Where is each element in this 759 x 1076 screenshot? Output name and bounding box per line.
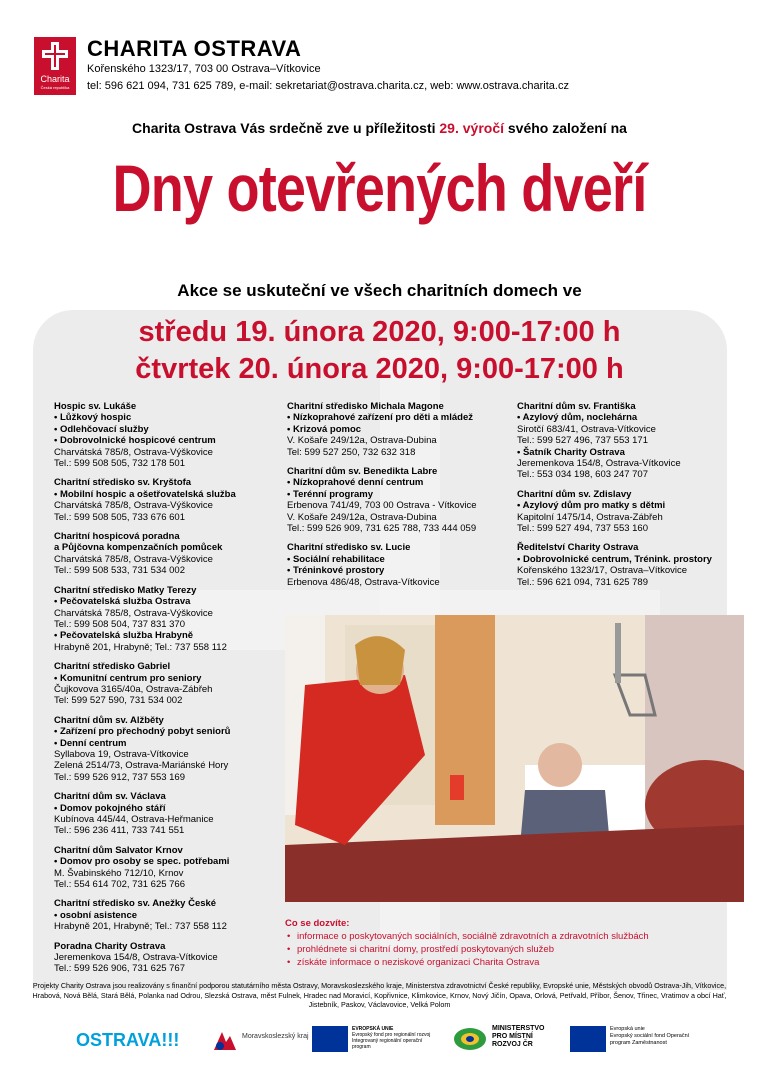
facility-name: Charitní dům sv. Benedikta Labre — [287, 466, 438, 478]
service-item: • osobní asistence — [54, 910, 282, 921]
service-item: • Domov pokojného stáří — [54, 803, 282, 814]
facility-name: Poradna Charity Ostrava — [54, 940, 166, 952]
msk-logo-text: Moravskoslezský kraj — [242, 1033, 309, 1040]
logo-subtext: Česká republika — [40, 85, 70, 90]
service-item: • Denní centrum — [54, 738, 282, 749]
facility-name: Charitní dům sv. Františka — [517, 401, 636, 412]
service-item: • Azylový dům pro matky s dětmi — [517, 500, 739, 511]
facility-block — [517, 489, 739, 535]
service-item: • Lůžkový hospic — [54, 412, 282, 423]
facility-name-cont: a Půjčovna kompenzačních pomůcek — [54, 542, 223, 554]
facility-block — [54, 477, 282, 523]
facility-detail: Hrabyně 201, Hrabyně; Tel.: 737 558 112 — [54, 921, 227, 933]
learn-item: • prohlédnete si charitní domy, prostředí poskytovaných služeb — [285, 943, 649, 956]
facility-block — [54, 531, 282, 577]
org-address: Kořenského 1323/17, 703 00 Ostrava–Vítkovice — [87, 63, 321, 75]
facility-detail: Kubínova 445/44, Ostrava-Heřmanice — [54, 814, 214, 825]
eu-fund-2-sub: Evropský sociální fond Operační program Zaměstnanost — [610, 1033, 690, 1046]
service-item: • Odlehčovací služby — [54, 424, 282, 435]
logo-text: Charita — [40, 74, 70, 84]
facility-detail: Tel.: 599 527 496, 737 553 171 — [517, 435, 649, 447]
facility-block — [54, 845, 282, 891]
facility-detail: Jeremenkova 154/8, Ostrava-Vítkovice — [54, 952, 218, 964]
facility-detail: Zelená 2514/73, Ostrava-Mariánské Hory — [54, 760, 229, 772]
facility-name: Ředitelství Charity Ostrava — [517, 542, 639, 554]
footer-funding-text: Projekty Charity Ostrava jsou realizovány s finanční podporou statutárního města Ostravy, Moravskoslezského kraje, Ministerstva zdravotnictví České republiky, Evropské unie, Městských obvodů Ostrava-Jih, Vítkovice, Hrabová, Nová Bělá, Stará Bělá, Polanka nad Odrou, Slezská Ostrava, měst Fulnek, Hradec nad Moravicí, Kopřivnice, Klimkovice, Krnov, Nový Jičín, Opava, Orlová, Petřvald, Příbor, Šenov, Třinec, Vratimov a obcí Hať, Jistebník, Paskov, Václavovice, Velká Polom — [32, 981, 727, 1010]
service-item: • Pečovatelská služba Ostrava — [54, 596, 282, 607]
facility-block — [54, 715, 282, 783]
facility-block — [54, 401, 282, 469]
facility-detail: Kapitolní 1475/14, Ostrava-Zábřeh — [517, 511, 663, 523]
service-item: • Krizová pomoc — [287, 424, 512, 435]
service-item: • Azylový dům, noclehárna — [517, 412, 739, 423]
facility-detail: V. Košaře 249/12a, Ostrava-Dubina — [287, 435, 437, 447]
eu-fund-2 — [610, 1026, 710, 1047]
eu-fund-1-title: EVROPSKÁ UNIE — [352, 1026, 394, 1032]
service-item: • Dobrovolnické hospicové centrum — [54, 435, 282, 446]
facility-detail: Čujkovova 3165/40a, Ostrava-Zábřeh — [54, 683, 213, 695]
facility-name: Charitní dům sv. Zdislavy — [517, 488, 632, 500]
service-item: • Nízkoprahové zařízení pro děti a mládež — [287, 412, 512, 423]
facility-detail: Tel.: 599 526 909, 731 625 788, 733 444 059 — [287, 523, 477, 535]
invite-highlight: 29. výročí — [439, 120, 504, 136]
facility-detail: Charvátská 785/8, Ostrava-Výškovice — [54, 500, 213, 512]
facility-block — [287, 466, 512, 534]
facility-detail: Tel.: 599 508 505, 732 178 501 — [54, 458, 186, 470]
facility-detail: Charvátská 785/8, Ostrava-Výškovice — [54, 607, 213, 619]
facility-name: Charitní středisko sv. Anežky České — [54, 898, 217, 910]
service-item: • Nízkoprahové denní centrum — [287, 477, 512, 488]
page-title: Dny otevřených dveří — [112, 151, 647, 225]
learn-section — [285, 917, 649, 969]
date-wednesday: středu 19. února 2020, 9:00-17:00 h — [138, 316, 621, 348]
facility-detail: Kořenského 1323/17, Ostrava–Vítkovice — [517, 565, 688, 577]
service-item: • Pečovatelská služba Hrabyně — [54, 630, 282, 641]
invite-after: svého založení na — [504, 120, 627, 136]
facility-detail: V. Košaře 249/12a, Ostrava-Dubina — [287, 511, 437, 523]
service-item: • Šatník Charity Ostrava — [517, 447, 739, 458]
facility-detail: Tel: 599 527 250, 732 632 318 — [287, 446, 416, 458]
service-item: • Sociální rehabilitace — [287, 554, 512, 565]
mmr-logo-icon — [452, 1026, 488, 1052]
org-name: CHARITA OSTRAVA — [87, 36, 302, 61]
nurse-patient-photo — [285, 615, 744, 902]
facility-name: Hospic sv. Lukáše — [54, 401, 137, 412]
facility-name: Charitní dům sv. Alžběty — [54, 714, 164, 726]
facility-name: Charitní středisko Matky Terezy — [54, 584, 197, 596]
facility-detail: Tel.: 554 614 702, 731 625 766 — [54, 879, 186, 891]
facility-name: Charitní hospicová poradna — [54, 531, 180, 543]
service-item: • Tréninkové prostory — [287, 565, 512, 576]
service-item: • Komunitní centrum pro seniory — [54, 673, 282, 684]
invite-before: Charita Ostrava Vás srdečně zve u příležitosti — [132, 120, 440, 136]
facility-block — [517, 401, 739, 481]
facility-detail: Erbenova 741/49, 703 00 Ostrava - Vítkovice — [287, 500, 477, 512]
facility-detail: Tel.: 599 508 505, 733 676 601 — [54, 511, 186, 523]
eu-flag-icon-2 — [570, 1026, 606, 1052]
ostrava-logo: OSTRAVA!!! — [76, 1030, 180, 1050]
cross-icon — [39, 40, 71, 72]
facilities-column-1 — [54, 401, 282, 983]
facilities-column-2 — [287, 401, 512, 596]
learn-item: • informace o poskytovaných sociálních, sociálně zdravotních a zdravotních službách — [285, 930, 649, 943]
facility-detail: Tel.: 599 508 504, 737 831 370 — [54, 618, 186, 630]
facility-block — [287, 542, 512, 588]
service-item: • Terénní programy — [287, 489, 512, 500]
facility-name: Charitní dům Salvator Krnov — [54, 844, 183, 856]
service-item: • Zařízení pro přechodný pobyt seniorů — [54, 726, 282, 737]
facility-detail: Tel.: 599 526 912, 737 553 169 — [54, 771, 186, 783]
facility-detail: Tel.: 553 034 198, 603 247 707 — [517, 469, 649, 481]
facility-block — [54, 585, 282, 653]
facility-name: Charitní dům sv. Václava — [54, 791, 166, 803]
service-item: • Dobrovolnické centrum, Trénink. prostory — [517, 554, 739, 565]
facility-detail: Tel.: 596 236 411, 733 741 551 — [54, 825, 185, 837]
facility-block — [54, 661, 282, 707]
date-thursday: čtvrtek 20. února 2020, 9:00-17:00 h — [135, 353, 624, 385]
service-item: • Domov pro osoby se spec. potřebami — [54, 856, 282, 867]
facility-detail: Erbenova 486/48, Ostrava-Vítkovice — [287, 576, 440, 588]
facility-detail: Tel.: 596 621 094, 731 625 789 — [517, 576, 649, 588]
eu-fund-1 — [352, 1026, 442, 1050]
eu-fund-2-title: Evropská unie — [610, 1026, 645, 1032]
facility-detail: Tel.: 599 526 906, 731 625 767 — [54, 963, 186, 975]
invitation-line — [0, 120, 759, 136]
msk-logo-icon — [212, 1030, 238, 1052]
learn-heading: Co se dozvíte: — [285, 918, 350, 929]
eu-flag-icon — [312, 1026, 348, 1052]
facility-detail: Tel: 599 527 590, 731 534 002 — [54, 695, 183, 707]
facility-detail: Tel.: 599 527 494, 737 553 160 — [517, 523, 649, 535]
facility-name: Charitní středisko sv. Kryštofa — [54, 477, 192, 489]
facility-detail: M. Švabinského 712/10, Krnov — [54, 867, 184, 879]
facility-detail: Charvátská 785/8, Ostrava-Výškovice — [54, 553, 213, 565]
facility-detail: Charvátská 785/8, Ostrava-Výškovice — [54, 446, 213, 458]
service-item: • Mobilní hospic a ošetřovatelská služba — [54, 489, 282, 500]
learn-item: • získáte informace o neziskové organizaci Charita Ostrava — [285, 956, 649, 969]
facility-name: Charitní středisko Gabriel — [54, 661, 171, 673]
event-intro: Akce se uskuteční ve všech charitních domech ve — [177, 281, 582, 300]
facility-detail: Tel.: 599 508 533, 731 534 002 — [54, 565, 186, 577]
facility-detail: Sirotčí 683/41, Ostrava-Vítkovice — [517, 423, 656, 435]
facility-detail: Jeremenkova 154/8, Ostrava-Vítkovice — [517, 458, 681, 470]
facility-block — [287, 401, 512, 458]
facility-name: Charitní středisko sv. Lucie — [287, 542, 411, 554]
facility-detail: Hrabyně 201, Hrabyně; Tel.: 737 558 112 — [54, 641, 227, 653]
facility-block — [517, 542, 739, 588]
facility-detail: Syllabova 19, Ostrava-Vítkovice — [54, 748, 189, 760]
facility-block — [54, 898, 282, 932]
facility-block — [54, 941, 282, 975]
eu-fund-1-sub: Evropský fond pro regionální rozvoj Integrovaný regionální operační program — [352, 1032, 431, 1050]
mmr-logo-text: MINISTERSTVO PRO MÍSTNÍ ROZVOJ ČR — [492, 1025, 545, 1048]
facility-name: Charitní středisko Michala Magone — [287, 401, 444, 412]
org-contact: tel: 596 621 094, 731 625 789, e-mail: sekretariat@ostrava.charita.cz, web: www.ostrava.charita.cz — [87, 80, 569, 92]
facility-block — [54, 791, 282, 837]
facilities-column-3 — [517, 401, 739, 596]
